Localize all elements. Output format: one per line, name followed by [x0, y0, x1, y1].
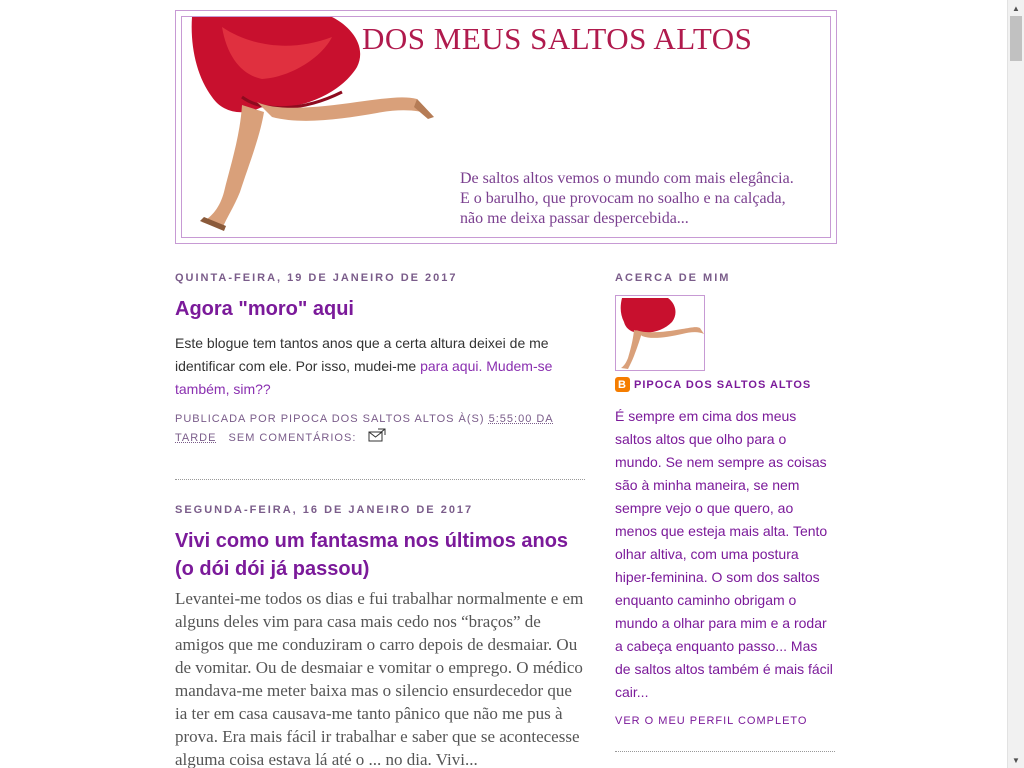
sidebar-separator [615, 751, 835, 752]
post-title-link[interactable]: Agora "moro" aqui [175, 298, 354, 320]
header-banner [181, 16, 831, 238]
post-body-tail[interactable]: . Mudem-se também, sim?? [175, 358, 553, 397]
post-body-text: Este blogue tem tantos anos que a certa altura deixei de me identificar com ele. Por isso, mudei-me [175, 335, 549, 374]
profile-name-link[interactable]: PIPOCA DOS SALTOS ALTOS [634, 378, 812, 391]
blog-tagline [460, 169, 794, 229]
post-body [175, 332, 585, 401]
scroll-down-icon[interactable]: ▼ [1012, 755, 1020, 765]
post-author-line: PUBLICADA POR PIPOCA DOS SALTOS ALTOS À(S) [175, 413, 489, 425]
post-body-link[interactable]: para aqui [420, 358, 479, 374]
post-footer [175, 410, 585, 448]
page-scrollbar[interactable] [1007, 0, 1024, 768]
email-post-icon[interactable] [368, 428, 386, 448]
profile-about-text: É sempre em cima dos meus saltos altos que olho para o mundo. Se nem sempre as coisas são à minha maneira, se nem sempre vejo o que quero, ao menos que esteja mais alta. Tento olhar altiva, com uma postura hiper-feminina. O som dos saltos enquanto caminho obrigam o mundo a olhar para mim e a rodar a cabeça enquanto passo... Mas de saltos altos também é mais fácil cair... [615, 408, 833, 700]
profile-dancer-image [616, 296, 704, 370]
post-body: Levantei-me todos os dias e fui trabalhar normalmente e em alguns deles vim para casa mais cedo nos “braços” de amigos que me conduziram o carro depois de desmaiar. Ou de vomitar. Ou de desmaiar e vomitar o emprego. O médico mandava-me meter baixa mas o silencio ensurdecedor que ia ter em casa causava-me tanto pânico que não me pus à prova. Era mais fácil ir trabalhar e saber que se acontecesse alguma coisa estava lá até o ... no dia. Vivi... [175, 589, 584, 768]
scroll-up-icon[interactable]: ▲ [1012, 3, 1020, 13]
tagline-line-1: De saltos altos vemos o mundo com mais elegância. [460, 170, 794, 187]
post-timestamp-link[interactable]: 5:55:00 DA TARDE [175, 413, 554, 444]
post-date: SEGUNDA-FEIRA, 16 DE JANEIRO DE 2017 [175, 504, 474, 516]
profile-name-row [615, 377, 835, 392]
blog-header[interactable] [175, 10, 837, 244]
tagline-line-3: não me deixa passar despercebida... [460, 210, 689, 227]
post-date: QUINTA-FEIRA, 19 DE JANEIRO DE 2017 [175, 272, 458, 284]
post-comments-link[interactable]: SEM COMENTÁRIOS: [228, 431, 357, 444]
sidebar-heading-about: ACERCA DE MIM [615, 272, 731, 284]
post-separator [175, 479, 585, 480]
post-title [175, 527, 585, 583]
sidebar [615, 270, 835, 760]
post-title-link[interactable]: Vivi como um fantasma nos últimos anos (o dói dói já passou) [175, 530, 569, 580]
profile-avatar[interactable] [615, 295, 705, 371]
post-title [175, 295, 585, 323]
blogger-icon: B [615, 377, 630, 392]
main-column [175, 270, 585, 768]
blog-title: DOS MEUS SALTOS ALTOS [362, 21, 753, 56]
tagline-line-2: E o barulho, que provocam no soalho e na calçada, [460, 190, 786, 207]
full-profile-link[interactable]: VER O MEU PERFIL COMPLETO [615, 715, 808, 727]
scrollbar-thumb[interactable] [1010, 16, 1022, 61]
